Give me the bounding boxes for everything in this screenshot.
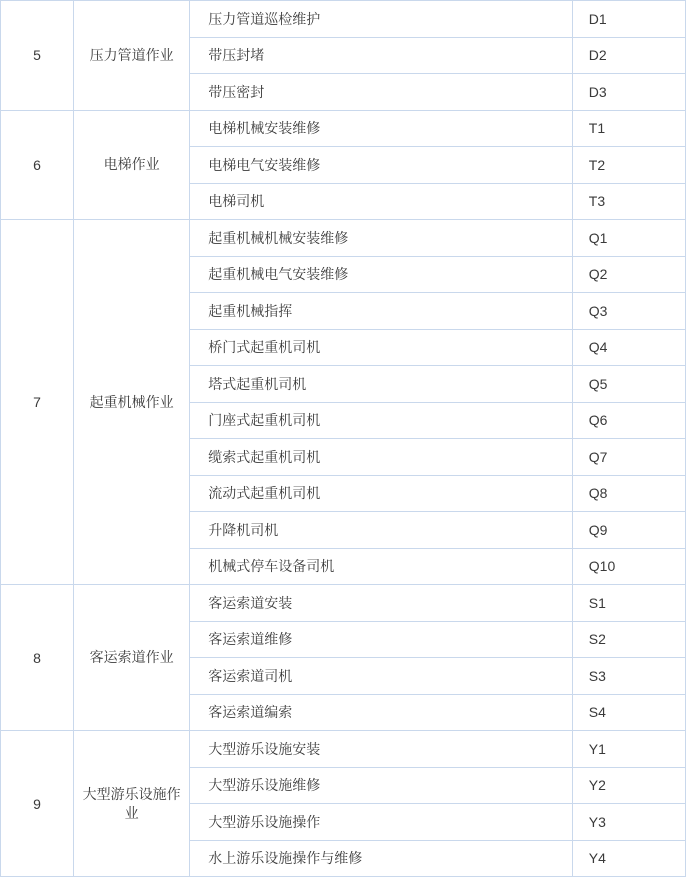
row-number-cell: 9 <box>1 731 74 877</box>
item-code-cell: Y2 <box>572 767 685 804</box>
item-code-cell: Q6 <box>572 402 685 439</box>
row-number-cell: 6 <box>1 110 74 220</box>
item-code-cell: D2 <box>572 37 685 74</box>
category-label: 客运索道作业 <box>89 649 174 665</box>
item-name-cell: 缆索式起重机司机 <box>190 439 573 476</box>
table-row <box>1 731 686 768</box>
item-name-cell: 客运索道司机 <box>190 658 573 695</box>
category-label: 电梯作业 <box>103 156 160 173</box>
category-cell <box>74 1 190 111</box>
item-name-cell: 客运索道安装 <box>190 585 573 622</box>
item-name-cell: 电梯司机 <box>190 183 573 220</box>
item-name-cell: 电梯电气安装维修 <box>190 147 573 184</box>
item-code-cell: Y3 <box>572 804 685 841</box>
category-cell <box>74 220 190 585</box>
row-number-cell: 8 <box>1 585 74 731</box>
row-number-cell: 5 <box>1 1 74 111</box>
item-code-cell: D3 <box>572 74 685 111</box>
item-code-cell: Q4 <box>572 329 685 366</box>
item-name-cell: 起重机械机械安装维修 <box>190 220 573 257</box>
item-name-cell: 电梯机械安装维修 <box>190 110 573 147</box>
item-name-cell: 起重机械电气安装维修 <box>190 256 573 293</box>
item-code-cell: Q7 <box>572 439 685 476</box>
item-name-cell: 塔式起重机司机 <box>190 366 573 403</box>
item-name-cell: 桥门式起重机司机 <box>190 329 573 366</box>
table-row <box>1 220 686 257</box>
table-row <box>1 110 686 147</box>
item-code-cell: Q2 <box>572 256 685 293</box>
item-code-cell: Q1 <box>572 220 685 257</box>
table-row <box>1 585 686 622</box>
item-name-cell: 流动式起重机司机 <box>190 475 573 512</box>
row-number-cell: 7 <box>1 220 74 585</box>
item-code-cell: S4 <box>572 694 685 731</box>
item-name-cell: 升降机司机 <box>190 512 573 549</box>
item-code-cell: Q10 <box>572 548 685 585</box>
item-name-cell: 大型游乐设施操作 <box>190 804 573 841</box>
item-name-cell: 大型游乐设施安装 <box>190 731 573 768</box>
item-name-cell: 大型游乐设施维修 <box>190 767 573 804</box>
item-name-cell: 起重机械指挥 <box>190 293 573 330</box>
item-name-cell: 机械式停车设备司机 <box>190 548 573 585</box>
category-label: 大型游乐设施作业 <box>82 785 181 821</box>
table-body <box>1 1 686 877</box>
table-row <box>1 1 686 38</box>
item-code-cell: T1 <box>572 110 685 147</box>
category-label: 起重机械作业 <box>89 393 174 410</box>
item-name-cell: 带压密封 <box>190 74 573 111</box>
item-name-cell: 客运索道编索 <box>190 694 573 731</box>
category-label: 压力管道作业 <box>89 46 174 63</box>
item-code-cell: Y1 <box>572 731 685 768</box>
category-cell <box>74 731 190 877</box>
item-name-cell: 带压封堵 <box>190 37 573 74</box>
item-code-cell: D1 <box>572 1 685 38</box>
item-name-cell: 水上游乐设施操作与维修 <box>190 840 573 877</box>
category-cell <box>74 110 190 220</box>
item-name-cell: 压力管道巡检维护 <box>190 1 573 38</box>
item-code-cell: T2 <box>572 147 685 184</box>
item-code-cell: Q5 <box>572 366 685 403</box>
item-code-cell: S2 <box>572 621 685 658</box>
item-code-cell: Q3 <box>572 293 685 330</box>
item-name-cell: 门座式起重机司机 <box>190 402 573 439</box>
item-code-cell: S3 <box>572 658 685 695</box>
item-code-cell: Q9 <box>572 512 685 549</box>
category-cell <box>74 585 190 731</box>
item-code-cell: Y4 <box>572 840 685 877</box>
item-code-cell: S1 <box>572 585 685 622</box>
item-code-cell: Q8 <box>572 475 685 512</box>
item-code-cell: T3 <box>572 183 685 220</box>
item-name-cell: 客运索道维修 <box>190 621 573 658</box>
